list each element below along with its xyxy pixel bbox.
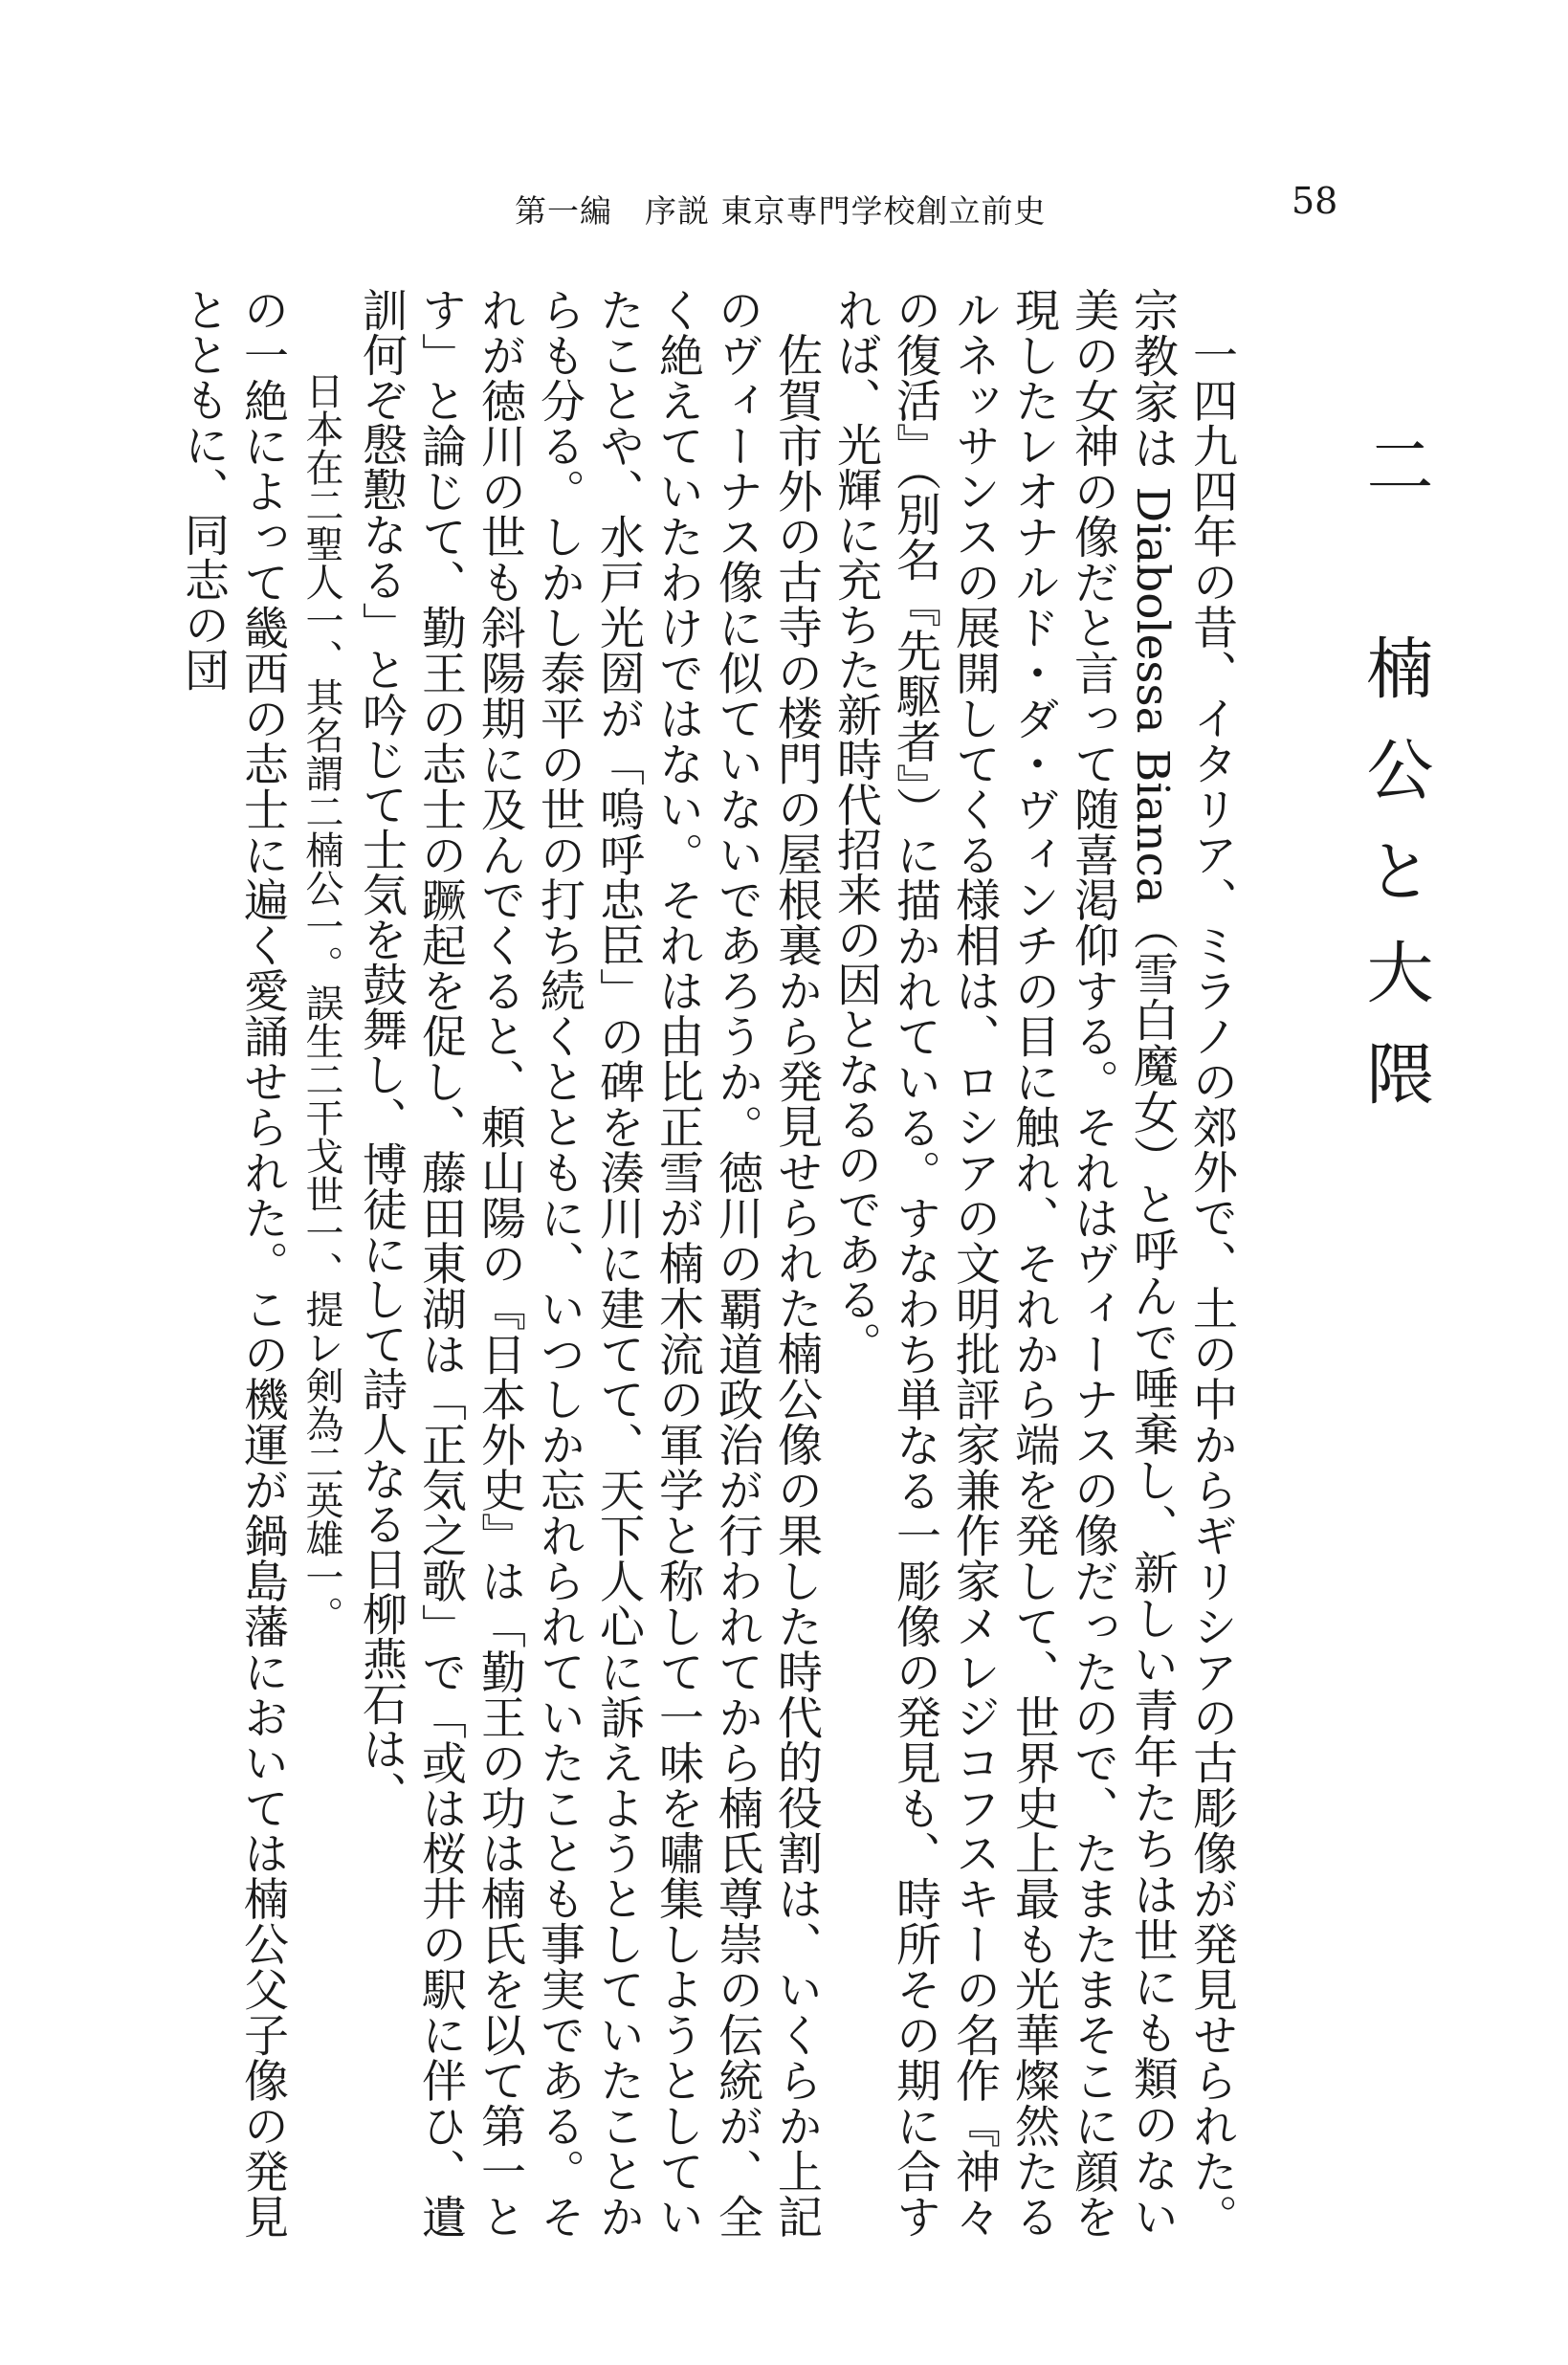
paragraph: 一四九四年の昔、イタリア、ミラノの郊外で、土の中からギリシアの古彫像が発見せられた。宗教家は Diabolessa Bianca（雪白魔女）と呼んで唾棄し、新しい青年たちは世にも類のない美の女神の像だと言って随喜渇仰する。それはヴィーナスの像だったので、たまたまそこに顔を現したレオナルド・ダ・ヴィンチの目に触れ、それから端を発して、世界史上最も光華燦然たるルネッサンスの展開してくる様相は、ロシアの文明批評家兼作家メレジコフスキーの名作『神々の復活』（別名『先駆者』）に描かれている。すなわち単なる一彫像の発見も、時所その期に合すれば、光輝に充ちた新時代招来の因となるのである。	[829, 287, 1238, 2240]
running-header: 第一編 序説 東京専門学校創立前史	[515, 192, 1047, 230]
page-number: 58	[1292, 180, 1338, 222]
body-text	[66, 287, 1434, 2240]
kanbun-quote: 日本在二聖人一、其名謂二楠公一。誤生二干戈世一、提レ剣為二英雄一。	[299, 371, 343, 1634]
paragraph: の一絶によって畿西の志士に遍く愛誦せられた。この機運が鍋島藩においては楠公父子像の発見とともに、同志の団	[177, 287, 289, 2239]
section-heading: 二 楠公と大隈	[1356, 431, 1434, 1140]
paragraph: 佐賀市外の古寺の楼門の屋根裏から発見せられた楠公像の果した時代的役割は、いくらか上記のヴィーナス像に似ていないであろうか。徳川の覇道政治が行われてから楠氏尊崇の伝統が、全く絶えていたわけではない。それは由比正雪が楠木流の軍学と称して一味を嘯集しようとしていたことや、水戸光圀が「嗚呼忠臣」の碑を湊川に建てて、天下人心に訴えようとしていたことからも分る。しかし泰平の世の打ち続くとともに、いつしか忘れられていたことも事実である。それが徳川の世も斜陽期に及んでくると、頼山陽の『日本外史』は「勤王の功は楠氏を以て第一とす」と論じて、勤王の志士の蹶起を促し、藤田東湖は「正気之歌」で「或は桜井の駅に伴ひ、遺訓何ぞ慇懃なる」と吟じて士気を鼓舞し、博徒にして詩人なる日柳燕石は、	[355, 287, 823, 2240]
